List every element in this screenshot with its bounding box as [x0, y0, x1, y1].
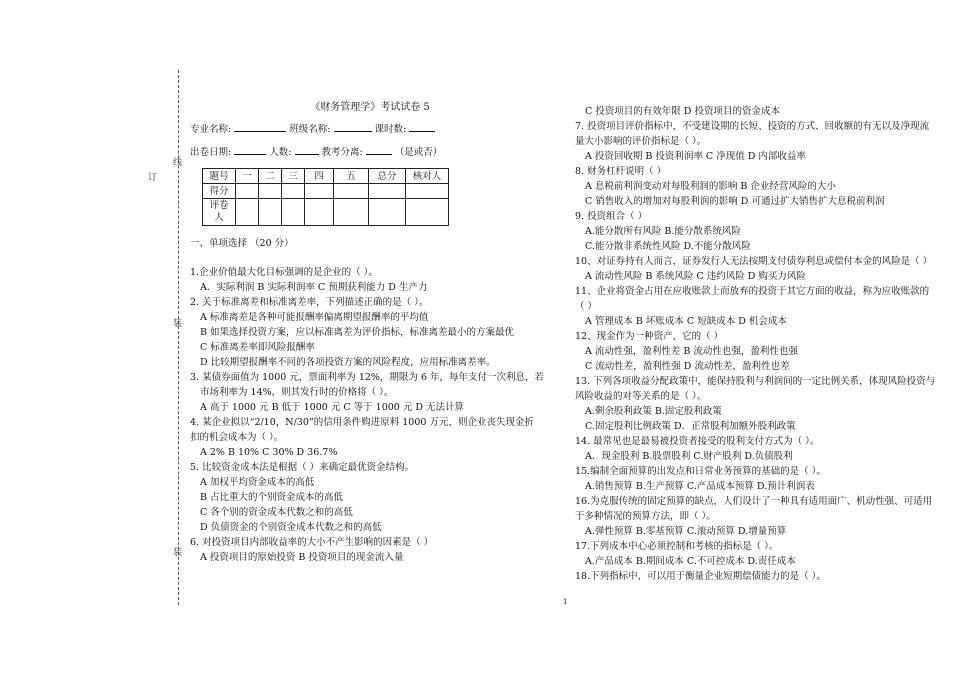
class-blank[interactable] — [334, 121, 372, 132]
option-line: A.剩余股利政策 B.固定股利政策 — [585, 406, 722, 417]
question-line: 市场利率为 14%，则其发行时的价格将（ ）。 — [200, 387, 394, 398]
score-cell[interactable] — [305, 199, 334, 226]
info-row-1 — [190, 121, 550, 137]
option-line: C 标准离差率即风险报酬率 — [200, 342, 315, 353]
question-line: 于多种情况的预算方法，即（ ）。 — [575, 511, 716, 522]
option-line: A.弹性预算 B.零基预算 C.滚动预算 D.增量预算 — [585, 526, 787, 537]
score-row — [203, 184, 449, 199]
score-cell[interactable] — [406, 199, 449, 226]
count-blank[interactable] — [295, 144, 319, 155]
table-header: 核对人 — [406, 169, 449, 184]
score-cell[interactable] — [282, 184, 305, 199]
exam-title: 《财务管理学》考试试卷 5 — [310, 102, 430, 113]
table-header: 题号 — [203, 169, 236, 184]
question-line: 扣的机会成本为（ ）。 — [190, 432, 284, 443]
question-line: 15.编制全面预算的出发点和日常业务预算的基础的是（ ）。 — [575, 466, 826, 477]
table-header: 二 — [259, 169, 282, 184]
table-header: 三 — [282, 169, 305, 184]
option-line: C 流动性差，盈利性强 D 流动性差，盈利性也差 — [585, 361, 790, 372]
option-line: A．现金股利 B.股票股利 C.财产股利 D.负债股利 — [585, 451, 793, 462]
option-line: A．实际利润 B 实际利润率 C 预期获利能力 D 生产力 — [200, 282, 428, 293]
score-cell[interactable] — [334, 184, 369, 199]
hours-blank[interactable] — [409, 121, 435, 132]
gutter-mark: 订 — [148, 173, 158, 183]
option-line: C 销售收入的增加对每股利润的影响 D 可通过扩大销售扩大息税前利润 — [585, 196, 885, 207]
option-line: A 管理成本 B 坏账成本 C 短缺成本 D 机会成本 — [585, 316, 787, 327]
date-label: 出卷日期: — [190, 147, 232, 158]
table-header: 五 — [334, 169, 369, 184]
score-cell[interactable] — [369, 184, 406, 199]
major-label: 专业名称: — [190, 124, 232, 135]
question-line: 4. 某企业拟以“2/10，N/30”的信用条件购进原料 1000 万元，则企业丧失现金折 — [190, 417, 534, 428]
question-line: 5. 比较资金成本法是根据（ ）来确定最优资金结构。 — [190, 462, 415, 473]
option-line: A 标准离差是各种可能报酬率偏离期望报酬率的平均值 — [200, 312, 429, 323]
question-line: 1.企业价值最大化目标强调的是企业的（ ）。 — [190, 267, 378, 278]
grader-row — [203, 199, 449, 226]
option-line: C.固定股利比例政策 D．正常股利加额外股利政策 — [585, 421, 796, 432]
question-line: 11、企业将资金占用在应收账款上而放弃的投资于其它方面的收益，称为应收账款的 — [575, 286, 930, 297]
question-line: 13. 下列各项收益分配政策中，能保持股利与利润间的一定比例关系，体现风险投资与 — [575, 376, 936, 387]
option-line: A 投资回收期 B 投资利润率 C 净现值 D 内部收益率 — [585, 151, 806, 162]
left-column — [190, 100, 550, 565]
table-header: 一 — [236, 169, 259, 184]
option-line: A.产品成本 B.期间成本 C.不可控成本 D.责任成本 — [585, 556, 796, 567]
option-line: A.销售预算 B.生产预算 C.产品成本预算 D.预计利润表 — [585, 481, 815, 492]
gutter-mark: 装 — [173, 319, 183, 329]
question-line: 量大小影响的评价指标是（ ）。 — [575, 136, 707, 147]
section-heading: 一、单项选择 （20 分） — [190, 238, 294, 249]
separation-blank[interactable] — [366, 144, 392, 155]
option-line: D 比较期望报酬率不同的各项投资方案的风险程度，应用标准离差率。 — [200, 357, 496, 368]
option-line: A 2% B 10% C 30% D 36.7% — [200, 447, 338, 458]
question-line: 16.为克服传统的固定预算的缺点，人们设计了一种具有适用面广、机动性强、可适用 — [575, 496, 933, 507]
question-line: 2. 关于标准离差和标准离差率，下列描述正确的是（ ）。 — [190, 297, 429, 308]
right-column — [575, 104, 945, 584]
score-cell[interactable] — [305, 184, 334, 199]
gutter-mark: 线 — [173, 158, 183, 168]
question-line: 18.下列指标中，可以用于衡量企业短期偿债能力的是（ ）。 — [575, 571, 826, 582]
score-cell[interactable] — [259, 184, 282, 199]
option-line: A 息税前利润变动对每股利润的影响 B 企业经营风险的大小 — [585, 181, 836, 192]
option-line: C 各个别的资金成本代数之和的高低 — [200, 507, 353, 518]
count-label: 人数: — [269, 147, 292, 158]
row-label: 得分 — [203, 184, 236, 199]
row-label: 评卷人 — [203, 199, 236, 226]
binding-line — [178, 70, 179, 605]
option-line: D 负债资金的个别资金成本代数之和的高低 — [200, 522, 382, 533]
question-line: 风险收益的对等关系的是（ ）。 — [575, 391, 707, 402]
score-cell[interactable] — [259, 199, 282, 226]
hours-label: 课时数: — [374, 124, 407, 135]
question-line: 14. 最常见也是最易被投资者接受的股利支付方式为（ ）。 — [575, 436, 820, 447]
option-line: C.能分散非系统性风险 D.不能分散风险 — [585, 241, 751, 252]
gutter-mark: 装 — [173, 548, 183, 558]
question-line: 17.下列成本中心必须控制和考核的指标是（ ）。 — [575, 541, 779, 552]
question-line: 8. 财务杠杆说明（ ） — [575, 166, 667, 177]
option-line: A 流动性风险 B 系统风险 C 违约风险 D 购买力风险 — [585, 271, 806, 282]
score-header-row — [203, 169, 449, 184]
score-cell[interactable] — [236, 184, 259, 199]
info-row-2 — [190, 144, 550, 160]
question-line: 6. 对投资项目内部收益率的大小不产生影响的因素是（ ） — [190, 537, 434, 548]
question-line: 9. 投资组合（ ） — [575, 211, 648, 222]
table-header: 总分 — [369, 169, 406, 184]
separation-label: 教考分离: — [321, 147, 363, 158]
option-line: A 投资项目的原始投资 B 投资项目的现金流入量 — [200, 552, 404, 563]
option-line: C 投资项目的有效年限 D 投资项目的资金成本 — [585, 106, 780, 117]
option-line: A 加权平均资金成本的高低 — [200, 477, 315, 488]
class-label: 班级名称: — [289, 124, 331, 135]
option-line: A 高于 1000 元 B 低于 1000 元 C 等于 1000 元 D 无法计算 — [200, 402, 465, 413]
page-number: 1 — [563, 598, 568, 606]
question-line: 7. 投资项目评价指标中，不受建设期的长短、投资的方式、回收额的有无以及净现流 — [575, 121, 930, 132]
question-line: 3. 某债券面值为 1000 元，票面利率为 12%，期限为 6 年，每年支付一次利息，若 — [190, 372, 545, 383]
score-table — [202, 168, 449, 226]
option-line: B 如果选择投资方案，应以标准离差为评价指标，标准离差最小的方案最优 — [200, 327, 515, 338]
score-cell[interactable] — [282, 199, 305, 226]
score-cell[interactable] — [236, 199, 259, 226]
table-header: 四 — [305, 169, 334, 184]
question-line: （ ） — [575, 301, 598, 312]
score-cell[interactable] — [334, 199, 369, 226]
question-line: 10、对证券持有人而言，证券发行人无法按期支付债券利息或偿付本金的风险是（ ） — [575, 256, 933, 267]
score-cell[interactable] — [406, 184, 449, 199]
option-line: A.能分散所有风险 B.能分散系统风险 — [585, 226, 741, 237]
major-blank[interactable] — [234, 121, 286, 132]
score-cell[interactable] — [369, 199, 406, 226]
date-blank[interactable] — [234, 144, 266, 155]
question-line: 12、现金作为一种资产，它的（ ） — [575, 331, 724, 342]
option-line: B 占比重大的个别资金成本的高低 — [200, 492, 344, 503]
option-line: A 流动性强，盈利性差 B 流动性也强，盈利性也强 — [585, 346, 798, 357]
yes-no-hint: （是或否） — [394, 147, 443, 158]
